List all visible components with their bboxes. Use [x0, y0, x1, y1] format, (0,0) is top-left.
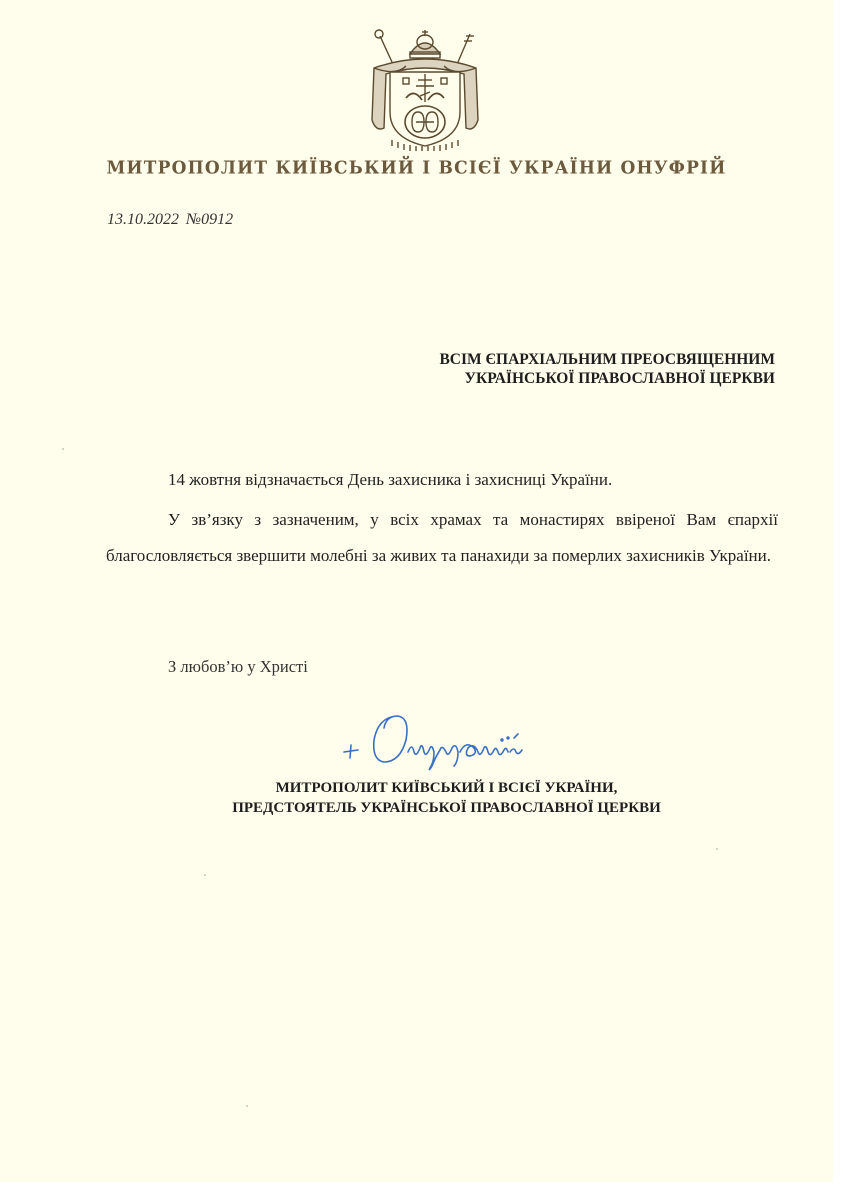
letterhead-title: МИТРОПОЛИТ КИЇВСЬКИЙ І ВСІЄЇ УКРАЇНИ ОНУФРІЙ: [106, 157, 727, 179]
scan-speck: [716, 848, 718, 850]
letter-body: [106, 462, 778, 574]
closing-salutation: З любов’ю у Христі: [168, 657, 308, 676]
document-reference: [107, 211, 233, 229]
handwritten-signature-icon: [338, 708, 548, 772]
addressee-block: [439, 350, 775, 388]
scan-speck: [246, 1105, 248, 1107]
scan-speck: [62, 448, 64, 450]
signatory-block: [0, 778, 843, 818]
signatory-line-1: МИТРОПОЛИТ КИЇВСЬКИЙ І ВСІЄЇ УКРАЇНИ,: [275, 780, 618, 796]
scan-speck: [204, 874, 206, 876]
signatory-line-2: ПРЕДСТОЯТЕЛЬ УКРАЇНСЬКОЇ ПРАВОСЛАВНОЇ ЦЕРКВИ: [232, 800, 661, 816]
body-paragraph-1: 14 жовтня відзначається День захисника і захисниці України.: [168, 470, 613, 489]
coat-of-arms-icon: [366, 28, 484, 152]
body-paragraph-2: У зв’язку з зазначеним, у всіх храмах та монастирях ввіреної Вам єпархії благословляється звершити молебні за живих та панахиди за померлих захисників України.: [106, 510, 778, 565]
addressee-line-2: УКРАЇНСЬКОЇ ПРАВОСЛАВНОЇ ЦЕРКВИ: [464, 370, 775, 387]
addressee-line-1: ВСІМ ЄПАРХІАЛЬНИМ ПРЕОСВЯЩЕННИМ: [439, 351, 775, 368]
document-date: 13.10.2022: [107, 211, 179, 228]
document-number: №0912: [186, 211, 234, 228]
